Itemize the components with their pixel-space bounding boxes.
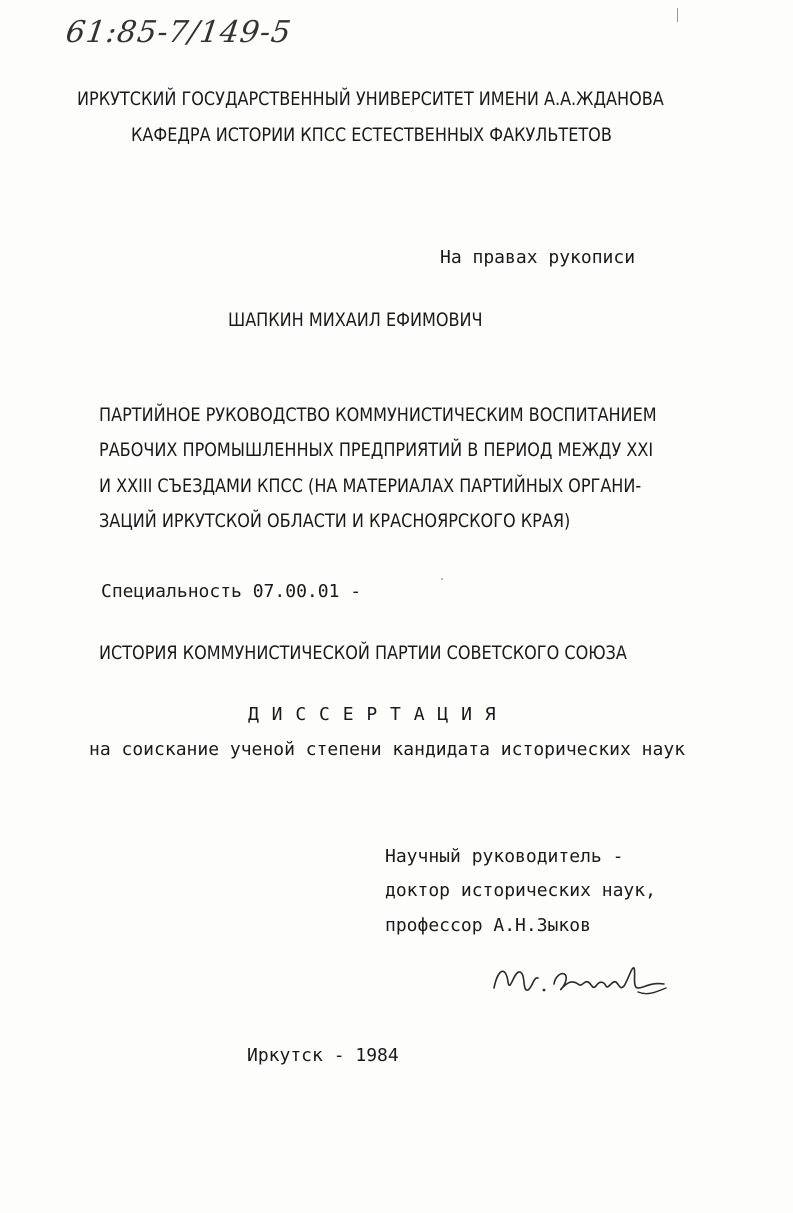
supervisor-degree: доктор исторических наук, xyxy=(385,880,656,901)
manuscript-rights-note: На правах рукописи xyxy=(440,247,636,268)
city-and-year: Иркутск - 1984 xyxy=(247,1045,399,1066)
title-line-1: ПАРТИЙНОЕ РУКОВОДСТВО КОММУНИСТИЧЕСКИМ ВОСПИТАНИЕМ xyxy=(99,404,657,426)
author-name: ШАПКИН МИХАИЛ ЕФИМОВИЧ xyxy=(228,309,483,331)
title-line-2: РАБОЧИХ ПРОМЫШЛЕННЫХ ПРЕДПРИЯТИЙ В ПЕРИОД МЕЖДУ XXI xyxy=(99,439,654,461)
university-name: ИРКУТСКИЙ ГОСУДАРСТВЕННЫЙ УНИВЕРСИТЕТ ИМЕНИ А.А.ЖДАНОВА xyxy=(77,88,664,110)
archive-code: 61:85-7/149-5 xyxy=(63,15,294,50)
specialty-code: Специальность 07.00.01 - xyxy=(101,581,362,602)
author-signature xyxy=(488,958,670,1006)
margin-tick-mark xyxy=(677,8,678,22)
supervisor-name: профессор А.Н.Зыков xyxy=(385,915,591,936)
work-type-heading: Д И С С Е Р Т А Ц И Я xyxy=(248,704,497,725)
department-name: КАФЕДРА ИСТОРИИ КПСС ЕСТЕСТВЕННЫХ ФАКУЛЬТЕТОВ xyxy=(131,124,612,146)
supervisor-role: Научный руководитель - xyxy=(385,846,624,867)
degree-statement: на соискание ученой степени кандидата исторических наук xyxy=(89,739,686,760)
title-line-4: ЗАЦИЙ ИРКУТСКОЙ ОБЛАСТИ И КРАСНОЯРСКОГО КРАЯ) xyxy=(99,510,571,532)
specialty-name: ИСТОРИЯ КОММУНИСТИЧЕСКОЙ ПАРТИИ СОВЕТСКОГО СОЮЗА xyxy=(99,642,627,664)
title-line-3: И XXIII СЪЕЗДАМИ КПСС (НА МАТЕРИАЛАХ ПАРТИЙНЫХ ОРГАНИ- xyxy=(99,475,642,497)
scan-speck xyxy=(441,578,443,580)
